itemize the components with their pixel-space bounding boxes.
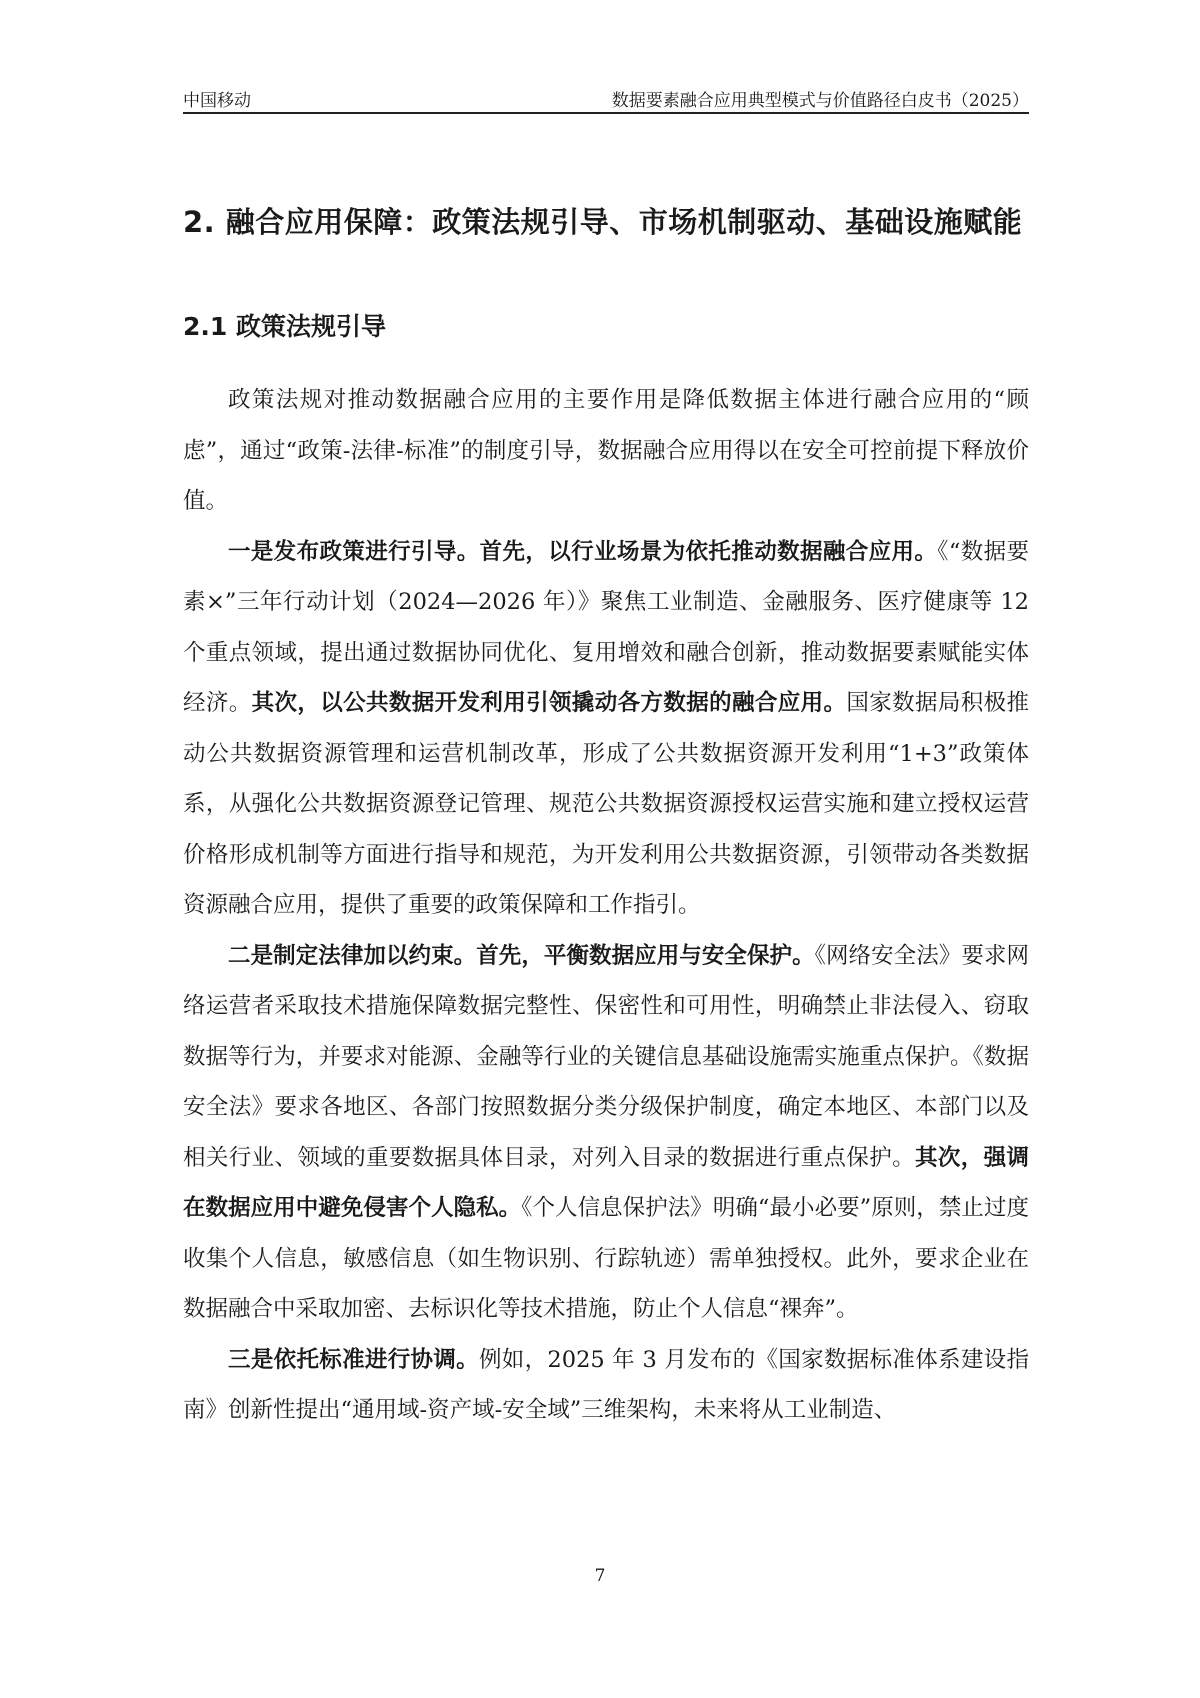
paragraph-law	[183, 931, 1029, 1335]
header-doc-title: 数据要素融合应用典型模式与价值路径白皮书（2025）	[611, 91, 1029, 111]
paragraph-standard	[183, 1335, 1029, 1436]
bold-lead: 一是发布政策进行引导。首先，以行业场景为依托推动数据融合应用。	[228, 538, 938, 565]
body-text	[183, 375, 1029, 1436]
bold-lead: 二是制定法律加以约束。首先，平衡数据应用与安全保护。	[228, 942, 815, 969]
paragraph-text: 《个人信息保护法》明确“最小必要”原则，禁止过度收集个人信息，敏感信息（如生物识别、行踪轨迹）需单独授权。此外，要求企业在数据融合中采取加密、去标识化等技术措施，防止个人信息“裸奔”。	[183, 1195, 1029, 1322]
bold-lead: 其次，强调在数据应用中避免侵害个人隐私。	[183, 1144, 1029, 1221]
paragraph-text: 国家数据局积极推动公共数据资源管理和运营机制改革，形成了公共数据资源开发利用“1+3”政策体系，从强化公共数据资源登记管理、规范公共数据资源授权运营实施和建立授权运营价格形成机制等方面进行指导和规范，为开发利用公共数据资源，引领带动各类数据资源融合应用，提供了重要的政策保障和工作指引。	[183, 690, 1029, 918]
page-number: 7	[594, 1566, 606, 1586]
paragraph-intro: 政策法规对推动数据融合应用的主要作用是降低数据主体进行融合应用的“顾虑”，通过“政策-法律-标准”的制度引导，数据融合应用得以在安全可控前提下释放价值。	[183, 387, 1029, 514]
paragraph-text: 例如，2025 年 3 月发布的《国家数据标准体系建设指南》创新性提出“通用域-资产域-安全域”三维架构，未来将从工业制造、	[183, 1346, 1029, 1423]
section-title: 2.1 政策法规引导	[183, 312, 386, 341]
bold-lead: 其次，以公共数据开发利用引领撬动各方数据的融合应用。	[251, 690, 847, 716]
chapter-title: 2. 融合应用保障：政策法规引导、市场机制驱动、基础设施赋能	[183, 205, 1023, 239]
paragraph-text: 《“数据要素×”三年行动计划（2024—2026 年）》聚焦工业制造、金融服务、医疗健康等 12 个重点领域，提出通过数据协同优化、复用增效和融合创新，推动数据要素赋能实体经济。	[183, 538, 1029, 716]
header-org: 中国移动	[183, 91, 251, 111]
paragraph-text: 《网络安全法》要求网络运营者采取技术措施保障数据完整性、保密性和可用性，明确禁止非法侵入、窃取数据等行为，并要求对能源、金融等行业的关键信息基础设施需实施重点保护。《数据安全法》要求各地区、各部门按照数据分类分级保护制度，确定本地区、本部门以及相关行业、领域的重要数据具体目录，对列入目录的数据进行重点保护。	[183, 942, 1029, 1171]
paragraph-policy	[183, 527, 1029, 931]
page-header	[183, 84, 1029, 114]
bold-lead: 三是依托标准进行协调。	[228, 1346, 479, 1373]
